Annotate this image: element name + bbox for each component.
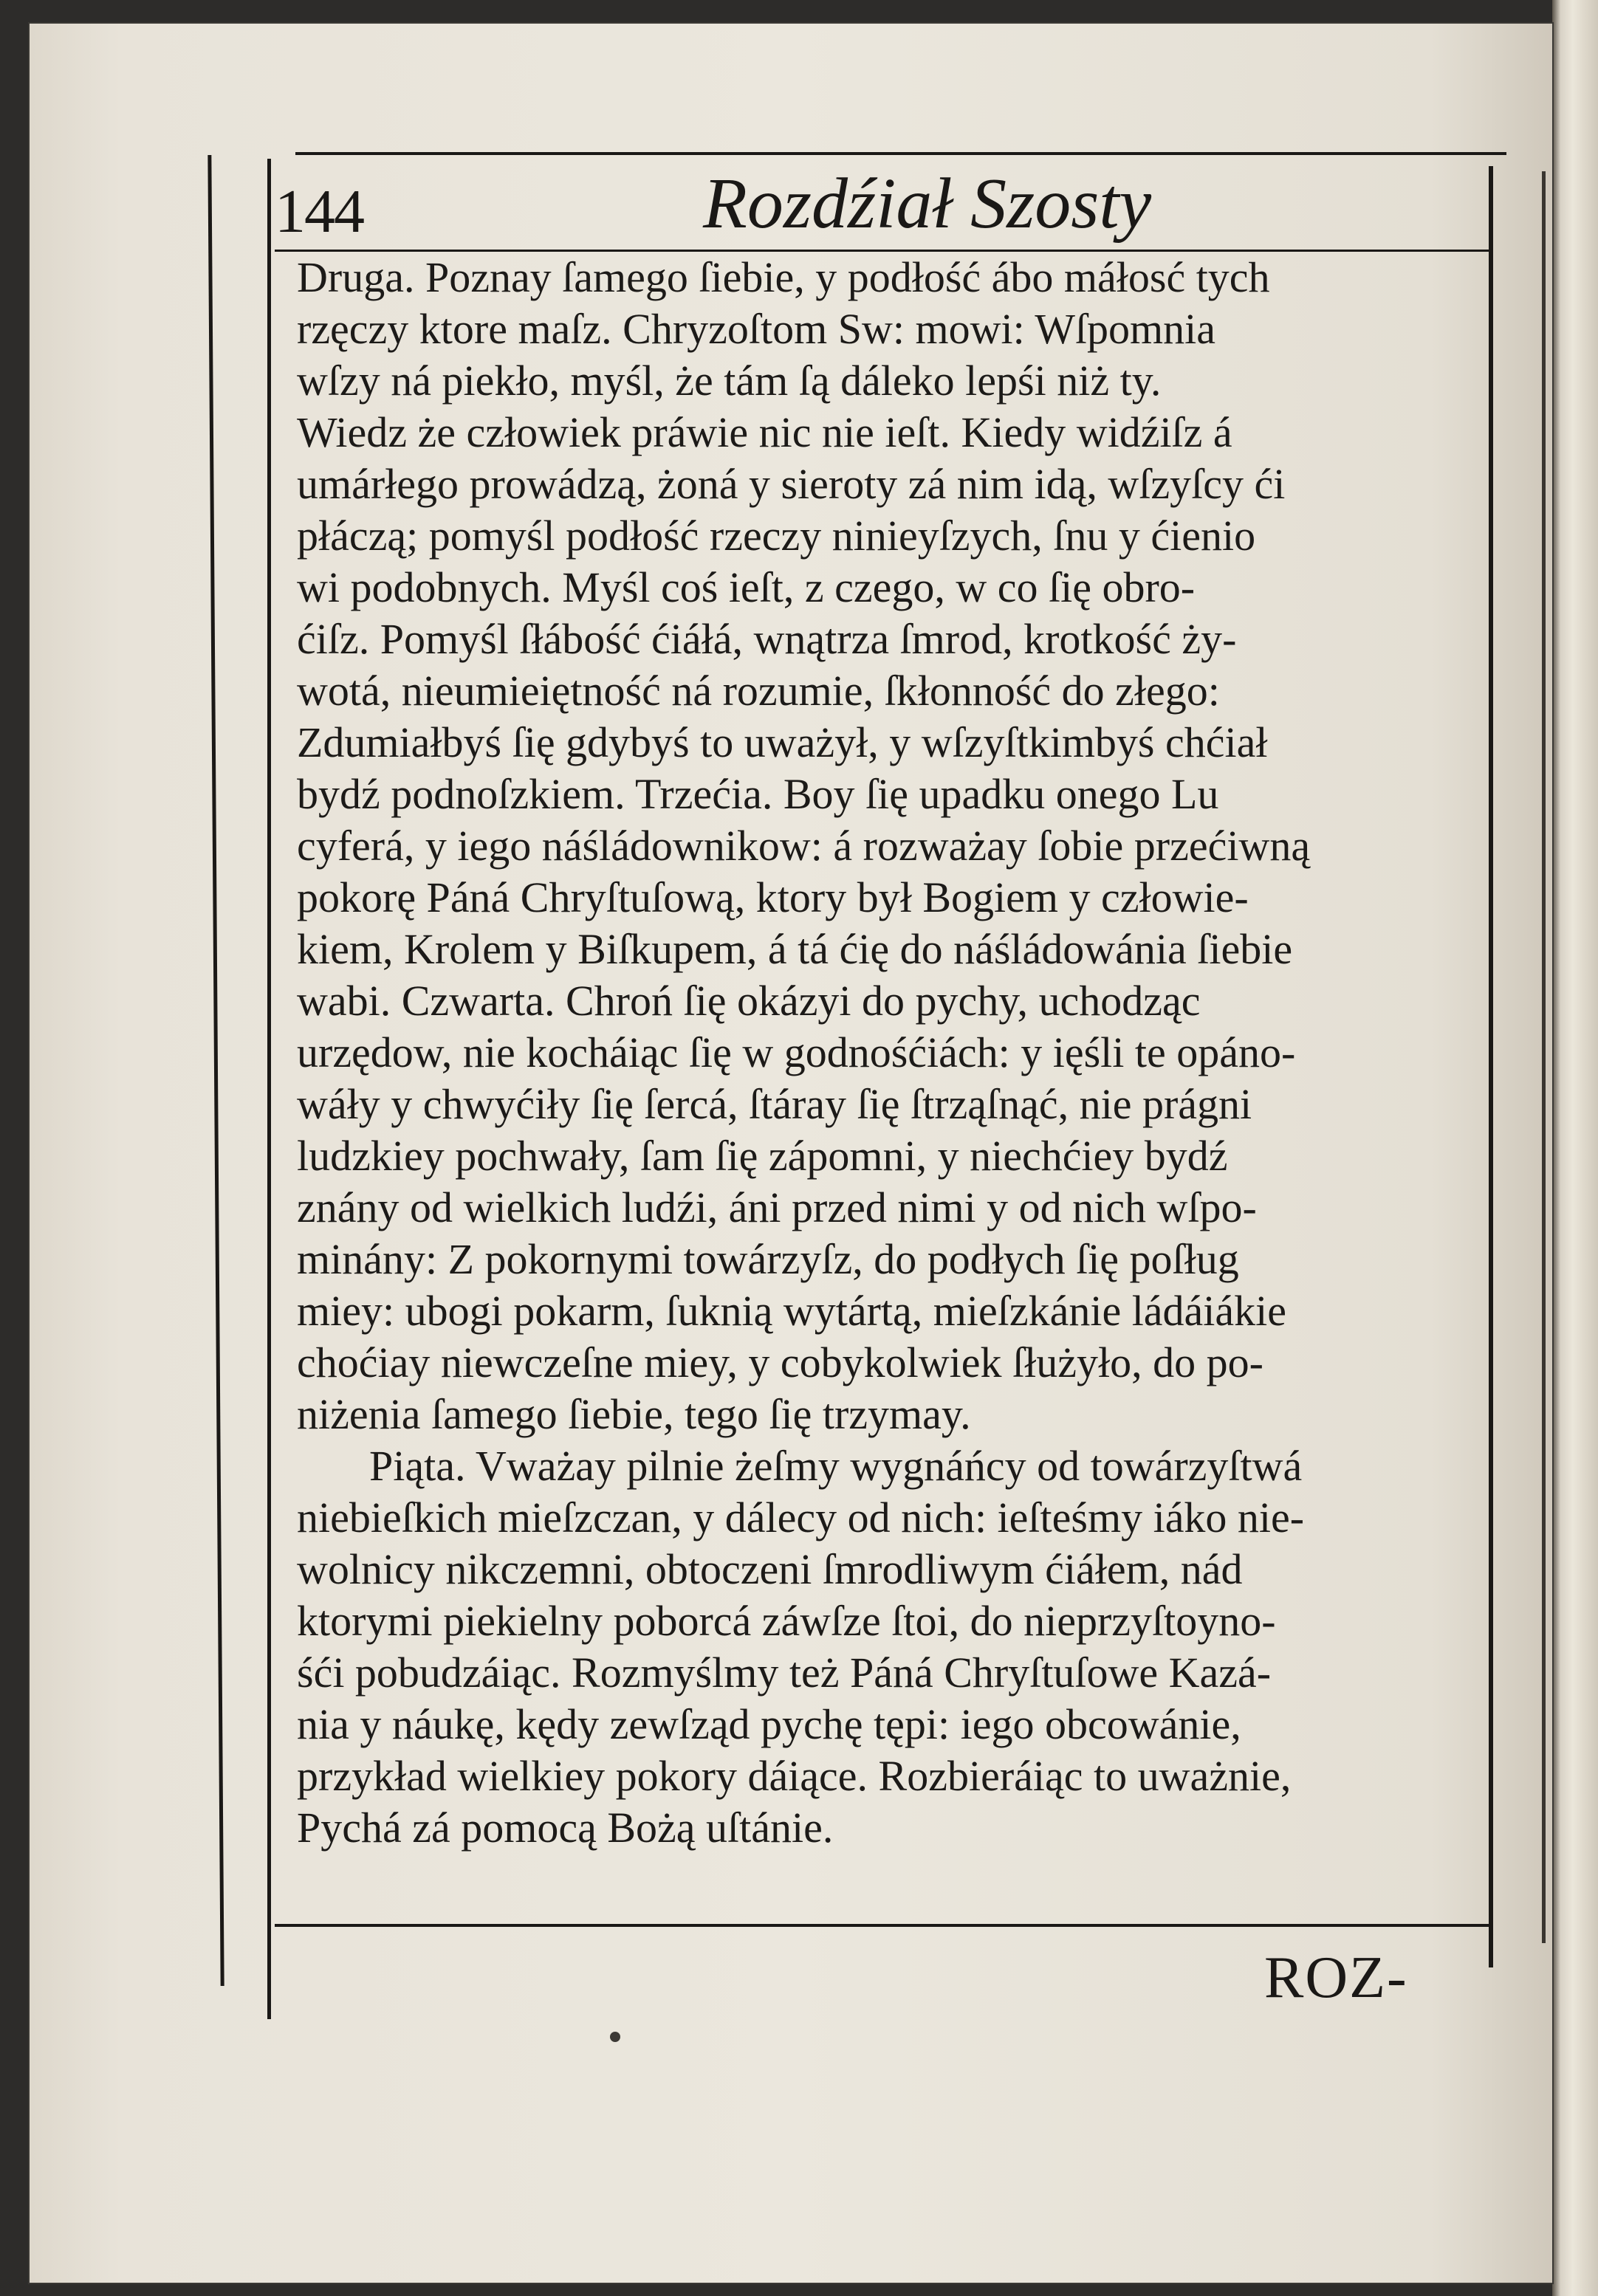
- text-line: urzędow, nie kocháiąc ſię w godnośćiách: y ięśli te opáno-: [297, 1029, 1296, 1076]
- header-divider-rule: [275, 250, 1492, 252]
- text-line: wotá, nieumieiętność ná rozumie, ſkłonność do złego:: [297, 667, 1220, 715]
- text-line: płáczą; pomyśl podłość rzeczy ninieyſzych, ſnu y ćienio: [297, 512, 1256, 560]
- text-line: miey: ubogi pokarm, ſuknią wytártą, mieſzkánie ládáiákie: [297, 1288, 1287, 1335]
- text-line: wſzy ná piekło, myśl, że tám ſą dáleko lepśi niż ty.: [297, 357, 1162, 405]
- text-line: wi podobnych. Myśl coś ieſt, z czego, w co ſię obro-: [297, 564, 1196, 611]
- text-line: Druga. Poznay ſamego ſiebie, y podłość ábo máłosć tych: [297, 254, 1270, 301]
- chapter-title: Rozdźiał Szosty: [703, 164, 1152, 244]
- text-line: ludzkiey pochwały, ſam ſię zápomni, y niechćiey bydź: [297, 1132, 1228, 1180]
- text-line: ktorymi piekielny poborcá záwſze ſtoi, do nieprzyſtoyno-: [297, 1598, 1276, 1645]
- text-line: minány: Z pokornymi towárzyſz, do podłych ſię poſług: [297, 1236, 1239, 1283]
- text-line: Wiedz że człowiek práwie nic nie ieſt. Kiedy widźiſz á: [297, 409, 1232, 456]
- text-line: rzęczy ktore maſz. Chryzoſtom Sw: mowi: Wſpomnia: [297, 306, 1216, 353]
- page-number: 144: [275, 177, 363, 246]
- text-line: Pychá zá pomocą Bożą uſtánie.: [297, 1804, 834, 1852]
- text-line: ćiſz. Pomyśl ſłábość ćiáłá, wnątrza ſmrod, krotkość ży-: [297, 616, 1237, 663]
- text-line: Piąta. Vważay pilnie żeſmy wygnáńcy od towárzyſtwá: [369, 1443, 1303, 1490]
- ink-blot: [610, 2032, 620, 2042]
- text-line: znány od wielkich ludźi, áni przed nimi y od nich wſpo-: [297, 1184, 1257, 1231]
- text-line: kiem, Krolem y Biſkupem, á tá ćię do náśládowánia ſiebie: [297, 926, 1293, 973]
- text-line: śći pobudzáiąc. Rozmyślmy też Páná Chryſtuſowe Kazá-: [297, 1649, 1272, 1697]
- right-outer-border-rule: [1542, 171, 1546, 1943]
- left-inner-border-rule: [267, 159, 271, 2019]
- text-line: pokorę Páná Chryſtuſową, ktory był Bogiem y człowie-: [297, 874, 1249, 921]
- text-line: niżenia ſamego ſiebie, tego ſię trzymay.: [297, 1391, 971, 1438]
- bottom-border-rule: [275, 1924, 1490, 1927]
- catchword: ROZ-: [1264, 1945, 1408, 2010]
- text-line: choćiay niewczeſne miey, y cobykolwiek ſłużyło, do po-: [297, 1339, 1263, 1386]
- right-inner-border-rule: [1489, 166, 1493, 1967]
- adjacent-page-edge: [1552, 0, 1598, 2296]
- text-line: Zdumiałbyś ſię gdybyś to uważył, y wſzyſtkimbyś chćiał: [297, 719, 1268, 766]
- text-line: wabi. Czwarta. Chroń ſię okázyi do pychy, uchodząc: [297, 977, 1201, 1025]
- text-line: nia y náukę, kędy zewſząd pychę tępi: iego obcowánie,: [297, 1701, 1241, 1748]
- top-border-rule: [295, 152, 1506, 155]
- text-line: wáły y chwyćiły ſię ſercá, ſtáray ſię ſtrząſnąć, nie prágni: [297, 1081, 1252, 1128]
- text-line: bydź podnoſzkiem. Trzećia. Boy ſię upadku onego Lu: [297, 771, 1219, 818]
- body-text: [297, 254, 1487, 1915]
- text-line: cyferá, y iego náśládownikow: á rozważay ſobie przećiwną: [297, 822, 1311, 870]
- text-line: umárłego prowádzą, żoná y sieroty zá nim idą, wſzyſcy ći: [297, 461, 1286, 508]
- text-line: przykład wielkiey pokory dáiące. Rozbieráiąc to uważnie,: [297, 1753, 1292, 1800]
- running-head: [275, 157, 1486, 250]
- text-line: niebieſkich mieſzczan, y dálecy od nich: ieſteśmy iáko nie-: [297, 1494, 1305, 1541]
- text-line: wolnicy nikczemni, obtoczeni ſmrodliwym ćiáłem, nád: [297, 1546, 1243, 1593]
